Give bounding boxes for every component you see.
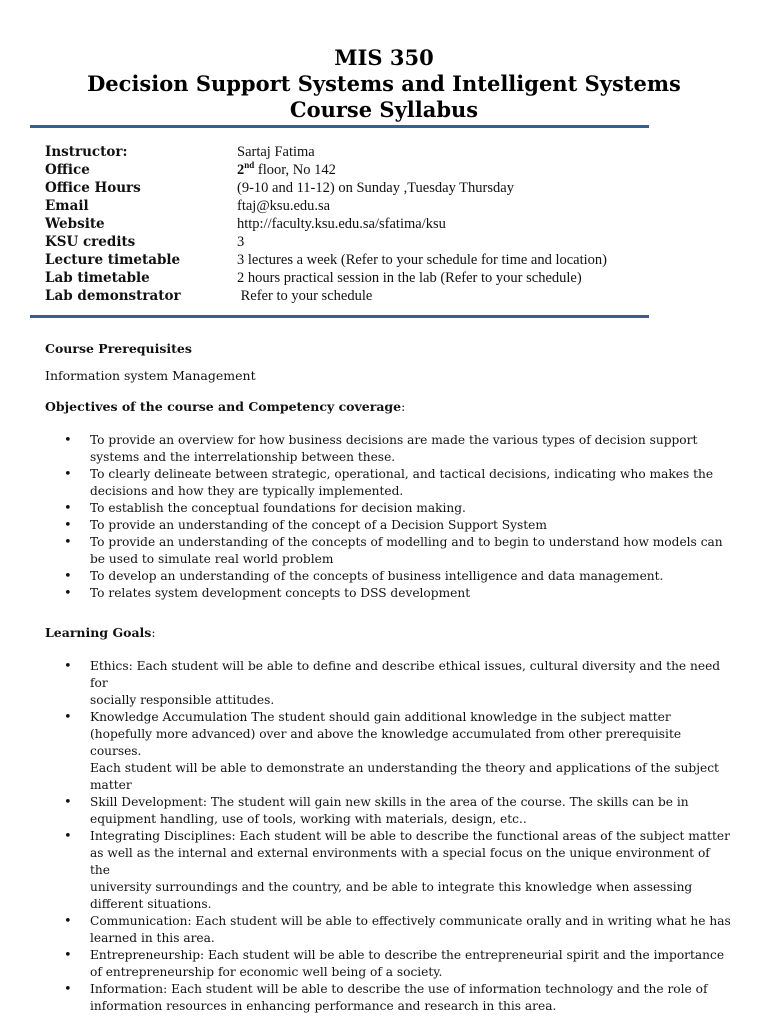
- goal-item-line: Entrepreneurship: Each student will be able to describe the entrepreneurial spirit and the importance: [90, 948, 725, 962]
- objective-item: [62, 585, 732, 602]
- objective-item-line: To provide an overview for how business decisions are made the various types of decision support: [90, 433, 698, 447]
- objectives-list: [62, 432, 732, 602]
- bullet-icon: •: [64, 948, 72, 963]
- objectives-heading-text: Objectives of the course and Competency coverage: [45, 399, 402, 414]
- info-row-lab-timetable: [45, 269, 745, 287]
- info-row-lecture-timetable: [45, 251, 745, 269]
- bullet-icon: •: [64, 501, 72, 516]
- website-link[interactable]: http://faculty.ksu.edu.sa/sfatima/ksu: [237, 216, 446, 232]
- info-label: KSU credits: [45, 234, 136, 250]
- goal-item-line: Ethics: Each student will be able to define and describe ethical issues, cultural diversity and the need for: [90, 659, 721, 690]
- info-label: Lab demonstrator: [45, 288, 181, 304]
- info-row-email: [45, 197, 745, 215]
- goal-item: [62, 709, 732, 794]
- info-label: Office: [45, 162, 90, 178]
- objectives-heading: [45, 399, 405, 414]
- bullet-icon: •: [64, 982, 72, 997]
- info-label: Website: [45, 216, 105, 232]
- floor-number: 2: [237, 162, 245, 178]
- bullet-icon: •: [64, 795, 72, 810]
- objective-item: [62, 432, 732, 466]
- bullet-icon: •: [64, 535, 72, 550]
- course-name: Decision Support Systems and Intelligent Systems: [87, 71, 681, 96]
- top-divider: [30, 125, 649, 128]
- goal-item-line: university surroundings and the country, and be able to integrate this knowledge when assessing: [90, 880, 693, 894]
- objective-item-line: To provide an understanding of the concept of a Decision Support System: [90, 518, 547, 532]
- objective-item-line: decisions and how they are typically implemented.: [90, 484, 404, 498]
- objective-item-line: To clearly delineate between strategic, operational, and tactical decisions, indicating who makes the: [90, 467, 714, 481]
- info-row-office-hours: [45, 179, 745, 197]
- goal-item-line: of entrepreneurship for economic well being of a society.: [90, 965, 443, 979]
- goal-item-line: socially responsible attitudes.: [90, 693, 275, 707]
- prerequisites-text: Information system Management: [45, 368, 256, 383]
- goal-item-line: matter: [90, 778, 132, 792]
- objective-item-line: To relates system development concepts to DSS development: [90, 586, 471, 600]
- info-value: [237, 161, 336, 179]
- info-label: Lab timetable: [45, 270, 150, 286]
- info-row-lab-demonstrator: [45, 287, 745, 305]
- goal-item: [62, 828, 732, 913]
- goal-item: [62, 913, 732, 947]
- objective-item-line: To develop an understanding of the concepts of business intelligence and data management.: [90, 569, 664, 583]
- info-row-instructor: [45, 143, 745, 161]
- objective-item: [62, 466, 732, 500]
- info-value: 3: [237, 234, 245, 250]
- goal-item: [62, 794, 732, 828]
- info-label: Office Hours: [45, 180, 141, 196]
- floor-suffix: nd: [244, 160, 255, 171]
- info-value: Sartaj Fatima: [237, 144, 315, 160]
- info-label: Instructor:: [45, 144, 128, 160]
- info-row-credits: [45, 233, 745, 251]
- bullet-icon: •: [64, 829, 72, 844]
- objective-item-line: To provide an understanding of the concepts of modelling and to begin to understand how models can: [90, 535, 723, 549]
- goal-item: [62, 658, 732, 709]
- info-label: Email: [45, 198, 89, 214]
- objective-item: [62, 568, 732, 585]
- goal-item-line: information resources in enhancing performance and research in this area.: [90, 999, 557, 1013]
- info-label: Lecture timetable: [45, 252, 181, 268]
- bullet-icon: •: [64, 467, 72, 482]
- goal-item-line: Information: Each student will be able to describe the use of information technology and the role of: [90, 982, 708, 996]
- bullet-icon: •: [64, 659, 72, 674]
- info-value: 3 lectures a week (Refer to your schedule for time and location): [237, 252, 608, 268]
- email-link[interactable]: ftaj@ksu.edu.sa: [237, 198, 331, 214]
- goal-item-line: different situations.: [90, 897, 212, 911]
- objectives-heading-colon: :: [401, 399, 406, 414]
- objective-item-line: To establish the conceptual foundations for decision making.: [90, 501, 466, 515]
- bullet-icon: •: [64, 914, 72, 929]
- title-block: [0, 45, 768, 123]
- goal-item-line: Integrating Disciplines: Each student will be able to describe the functional areas of the subject matter: [90, 829, 730, 843]
- office-text: floor, No 142: [254, 162, 336, 178]
- learning-goals-heading-text: Learning Goals: [45, 625, 152, 640]
- learning-goals-heading: [45, 625, 156, 640]
- objective-item: [62, 534, 732, 568]
- bullet-icon: •: [64, 710, 72, 725]
- bullet-icon: •: [64, 569, 72, 584]
- course-info-table: [45, 143, 745, 305]
- goal-item: [62, 981, 732, 1015]
- goal-item-line: Communication: Each student will be able to effectively communicate orally and in writing what he has: [90, 914, 731, 928]
- bottom-divider: [30, 315, 649, 318]
- info-value: 2 hours practical session in the lab (Refer to your schedule): [237, 270, 582, 286]
- learning-goals-heading-colon: :: [151, 625, 156, 640]
- objective-item-line: systems and the interrelationship between these.: [90, 450, 396, 464]
- goal-item-line: Knowledge Accumulation The student should gain additional knowledge in the subject matter: [90, 710, 671, 724]
- objective-item-line: be used to simulate real world problem: [90, 552, 334, 566]
- goal-item: [62, 947, 732, 981]
- objective-item: [62, 500, 732, 517]
- bullet-icon: •: [64, 433, 72, 448]
- goal-item-line: learned in this area.: [90, 931, 215, 945]
- info-value: Refer to your schedule: [237, 288, 373, 304]
- bullet-icon: •: [64, 518, 72, 533]
- info-value: (9-10 and 11-12) on Sunday ,Tuesday Thursday: [237, 180, 514, 196]
- prerequisites-heading: Course Prerequisites: [45, 341, 192, 356]
- goal-item-line: (hopefully more advanced) over and above the knowledge accumulated from other prerequisite courses.: [90, 727, 682, 758]
- goal-item-line: Each student will be able to demonstrate an understanding the theory and applications of the subject: [90, 761, 719, 775]
- info-row-website: [45, 215, 745, 233]
- learning-goals-list: [62, 658, 732, 1015]
- course-code: MIS 350: [334, 45, 434, 70]
- document-type: Course Syllabus: [289, 97, 479, 122]
- goal-item-line: equipment handling, use of tools, working with materials, design, etc..: [90, 812, 527, 826]
- goal-item-line: Skill Development: The student will gain new skills in the area of the course. The skills can be in: [90, 795, 689, 809]
- bullet-icon: •: [64, 586, 72, 601]
- goal-item-line: as well as the internal and external environments with a special focus on the unique environment of the: [90, 846, 710, 877]
- objective-item: [62, 517, 732, 534]
- info-row-office: [45, 161, 745, 179]
